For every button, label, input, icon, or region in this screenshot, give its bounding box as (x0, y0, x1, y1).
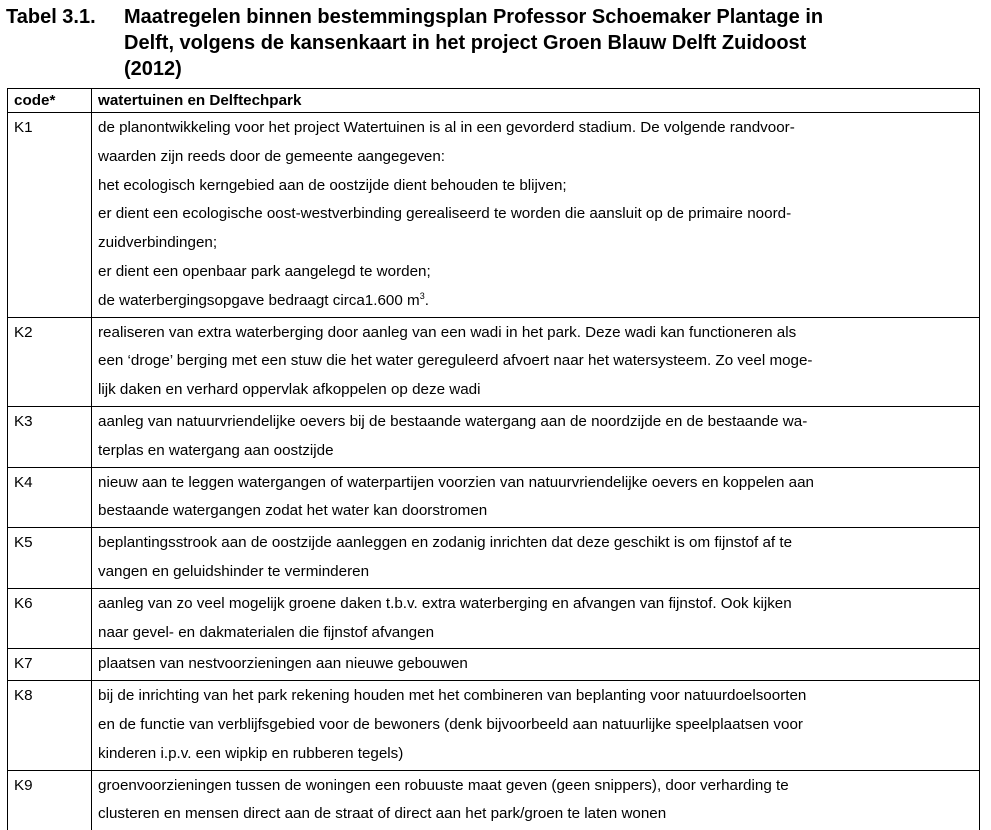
table-row (8, 649, 980, 681)
table-row (8, 406, 980, 467)
description-line: beplantingsstrook aan de oostzijde aanleggen en zodanig inrichten dat deze geschikt is om fijnstof af te (98, 534, 793, 552)
header-description: watertuinen en Delftechpark (92, 89, 980, 113)
table-row (8, 528, 980, 589)
description-line: kinderen i.p.v. een wipkip en rubberen tegels) (98, 744, 404, 762)
row-description (92, 113, 980, 318)
description-line: clusteren en mensen direct aan de straat of direct aan het park/groen te laten wonen (98, 805, 667, 823)
period: . (424, 291, 429, 309)
row-description (92, 528, 980, 589)
description-line: de planontwikkeling voor het project Watertuinen is al in een gevorderd stadium. De volgende randvoor- (98, 119, 795, 136)
table-row (8, 770, 980, 830)
row-code: K3 (8, 406, 92, 467)
description-line: plaatsen van nestvoorzieningen aan nieuwe gebouwen (98, 655, 468, 673)
row-description (92, 681, 980, 770)
description-line: een ‘droge’ berging met een stuw die het water gereguleerd afvoert naar het watersysteem. Zo veel moge- (98, 352, 813, 370)
description-line (98, 287, 973, 316)
row-description (92, 649, 980, 681)
measures-table (7, 88, 980, 830)
description-line: zuidverbindingen; (98, 234, 218, 252)
row-code: K7 (8, 649, 92, 681)
table-row (8, 467, 980, 528)
title-line: Delft, volgens de kansenkaart in het project Groen Blauw Delft Zuidoost (124, 32, 807, 54)
description-line: nieuw aan te leggen watergangen of waterpartijen voorzien van natuurvriendelijke oevers en koppelen aan (98, 473, 814, 491)
row-code: K5 (8, 528, 92, 589)
table-row (8, 681, 980, 770)
description-line: realiseren van extra waterberging door aanleg van een wadi in het park. Deze wadi kan functioneren als (98, 323, 797, 341)
row-code: K6 (8, 588, 92, 649)
row-code: K8 (8, 681, 92, 770)
volume-text: de waterbergingsopgave bedraagt circa1.600 m (98, 291, 420, 309)
description-line: naar gevel- en dakmaterialen die fijnstof afvangen (98, 623, 435, 641)
row-description (92, 406, 980, 467)
title-line: Maatregelen binnen bestemmingsplan Professor Schoemaker Plantage in (124, 6, 824, 28)
description-line: en de functie van verblijfsgebied voor de bewoners (denk bijvoorbeeld aan natuurlijke speelplaatsen voor (98, 715, 803, 733)
row-code: K1 (8, 113, 92, 318)
description-line: er dient een openbaar park aangelegd te worden; (98, 262, 431, 280)
table-row (8, 317, 980, 406)
superscript-3: 3 (419, 290, 425, 301)
row-code: K4 (8, 467, 92, 528)
row-description (92, 588, 980, 649)
table-row (8, 113, 980, 318)
description-line: bestaande watergangen zodat het water kan doorstromen (98, 502, 488, 520)
row-description (92, 317, 980, 406)
row-description (92, 770, 980, 830)
description-line: groenvoorzieningen tussen de woningen een robuuste maat geven (geen snippers), door verharding te (98, 776, 789, 794)
description-line: aanleg van zo veel mogelijk groene daken t.b.v. extra waterberging en afvangen van fijnstof. Ook kijken (98, 594, 792, 612)
description-line: vangen en geluidshinder te verminderen (98, 562, 370, 580)
header-row (8, 89, 980, 113)
header-code: code* (8, 89, 92, 113)
table-number: Tabel 3.1. (6, 6, 96, 28)
row-code: K9 (8, 770, 92, 830)
description-line: het ecologisch kerngebied aan de oostzijde dient behouden te blijven; (98, 176, 567, 194)
description-line: bij de inrichting van het park rekening houden met het combineren van beplanting voor natuurdoelsoorten (98, 687, 807, 705)
table-title (124, 4, 986, 82)
row-description (92, 467, 980, 528)
row-code: K2 (8, 317, 92, 406)
title-line: (2012) (124, 58, 182, 80)
description-line: er dient een ecologische oost-westverbinding gerealiseerd te worden die aansluit op de primaire noord- (98, 205, 792, 223)
description-line: terplas en watergang aan oostzijde (98, 441, 334, 459)
table-row (8, 588, 980, 649)
description-line: lijk daken en verhard oppervlak afkoppelen op deze wadi (98, 381, 481, 399)
description-line: aanleg van natuurvriendelijke oevers bij de bestaande watergang aan de noordzijde en de bestaande wa- (98, 412, 808, 430)
description-line: waarden zijn reeds door de gemeente aangegeven: (98, 147, 446, 165)
